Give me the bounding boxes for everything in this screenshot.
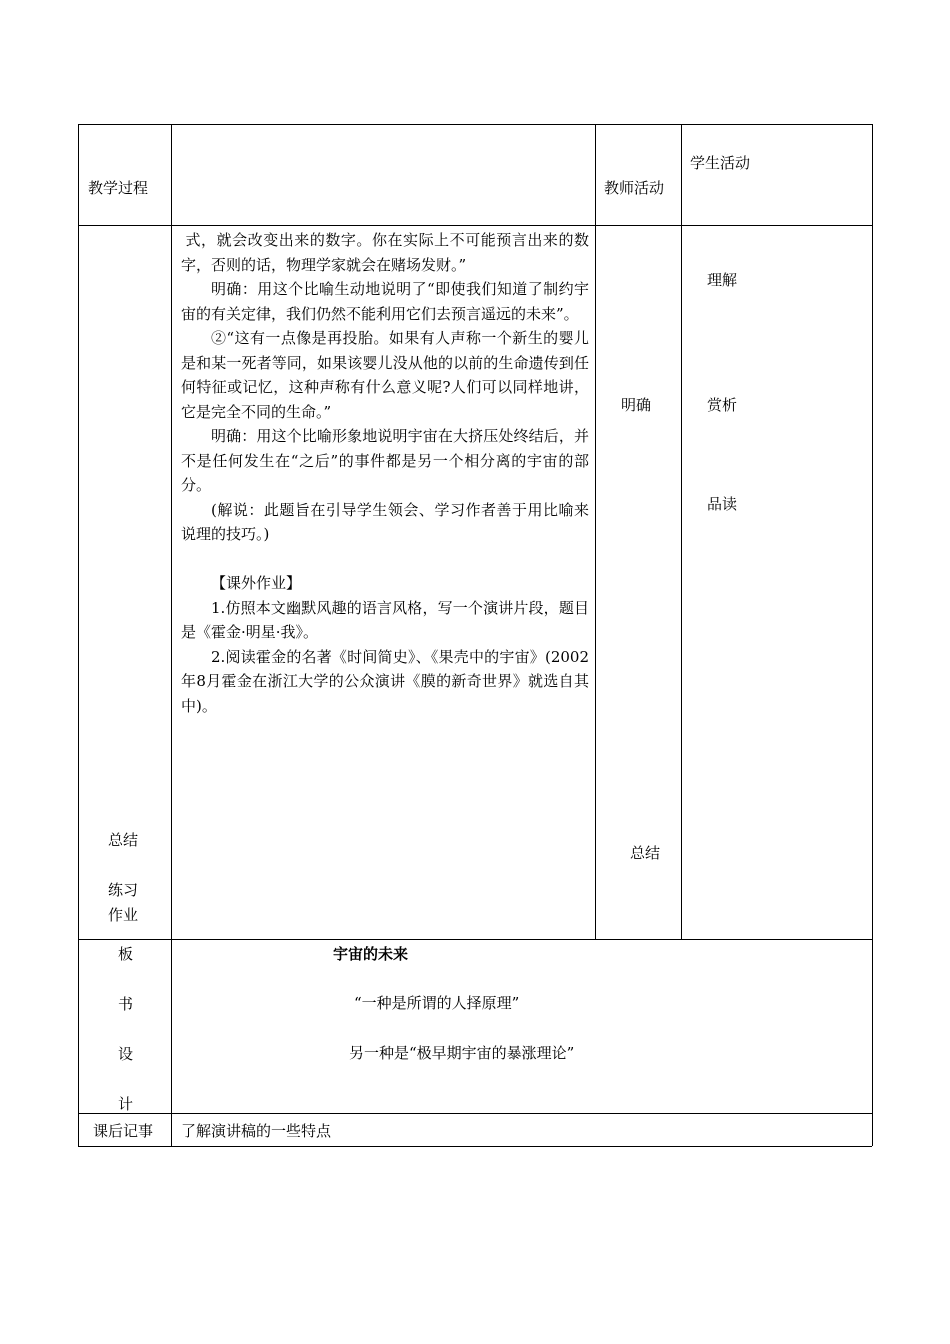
board-label-4: 计 (118, 1095, 134, 1113)
board-row-border (78, 1113, 872, 1114)
label-summary: 总结 (108, 831, 139, 849)
paragraph: 明确：用这个比喻生动地说明了“即使我们知道了制约宇宙的有关定律，我们仍然不能利用它们去预言遥远的未来”。 (181, 280, 589, 323)
right-border (872, 124, 873, 1146)
header-row-border (78, 225, 872, 226)
col1-divider (171, 124, 172, 1146)
paragraph: 式，就会改变出来的数字。你在实际上不可能预言出来的数字，否则的话，物理学家就会在赌场发财。” (181, 231, 589, 274)
board-label-3: 设 (118, 1045, 134, 1063)
student-activity-appreciate: 赏析 (707, 396, 738, 414)
board-title: 宇宙的未来 (333, 945, 409, 963)
label-homework: 作业 (108, 906, 139, 924)
student-activity-understand: 理解 (707, 271, 738, 289)
notes-value: 了解演讲稿的一些特点 (181, 1122, 332, 1140)
lesson-content (181, 228, 589, 718)
table-bottom-border (78, 1146, 872, 1147)
homework-heading: 【课外作业】 (211, 574, 302, 592)
teacher-activity-clarify: 明确 (621, 396, 652, 414)
col2-divider (595, 124, 596, 939)
paragraph: 1.仿照本文幽默风趣的语言风格，写一个演讲片段，题目是《霍金·明星·我》。 (181, 598, 589, 641)
left-border (78, 124, 79, 1146)
notes-label: 课后记事 (93, 1122, 154, 1140)
body-row-border (78, 939, 872, 940)
student-activity-read: 品读 (707, 495, 738, 513)
label-practice: 练习 (108, 881, 139, 899)
board-line-2: 另一种是“极早期宇宙的暴涨理论” (349, 1044, 575, 1062)
board-label-1: 板 (118, 945, 134, 963)
header-teacher-activity: 教师活动 (604, 179, 665, 197)
board-label-2: 书 (118, 995, 134, 1013)
teacher-activity-summary: 总结 (630, 844, 661, 862)
spacer (181, 547, 589, 572)
board-line-1: “一种是所谓的人择原理” (354, 994, 520, 1012)
paragraph: 2.阅读霍金的名著《时间简史》、《果壳中的宇宙》(2002年8月霍金在浙江大学的公众演讲《膜的新奇世界》就选自其中)。 (181, 647, 589, 715)
paragraph: (解说：此题旨在引导学生领会、学习作者善于用比喻来说理的技巧。) (181, 500, 589, 543)
paragraph: 明确：用这个比喻形象地说明宇宙在大挤压处终结后，并不是任何发生在“之后”的事件都是另一个相分离的宇宙的部分。 (181, 427, 589, 494)
header-student-activity: 学生活动 (690, 154, 751, 172)
header-teaching-process: 教学过程 (88, 179, 149, 197)
paragraph: ②“这有一点像是再投胎。如果有人声称一个新生的婴儿是和某一死者等同，如果该婴儿没从他的以前的生命遗传到任何特征或记忆，这种声称有什么意义呢?人们可以同样地讲，它是完全不同的生命。” (181, 329, 589, 421)
col3-divider (681, 124, 682, 939)
table-top-border (78, 124, 872, 125)
